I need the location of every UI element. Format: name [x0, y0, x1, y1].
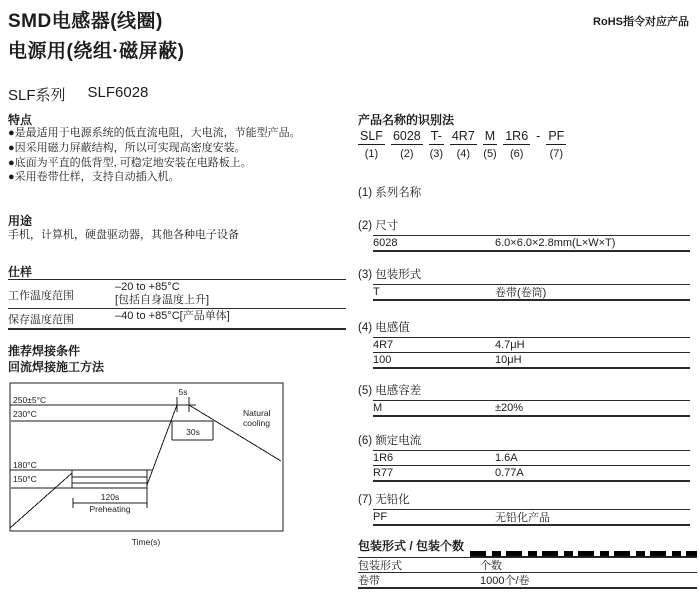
code-cell: 卷带 — [358, 575, 380, 587]
series-name: SLF系列 — [8, 87, 66, 104]
pn-section-title: (7) 无铅化 — [358, 494, 410, 506]
segment-index: (5) — [483, 148, 497, 160]
spec-value — [115, 280, 346, 308]
spec-label: 工作温度范围 — [8, 289, 74, 302]
value-cell: 1.6A — [495, 452, 518, 464]
part-number-segment — [358, 129, 385, 160]
pn-section-table — [373, 509, 690, 526]
pn-section-table — [373, 284, 690, 301]
peak-hold-label: 5s — [178, 387, 188, 397]
table-header-row — [358, 558, 697, 572]
model-name: SLF6028 — [87, 84, 149, 101]
segment-index: (4) — [456, 148, 471, 160]
header-cell: 个数 — [480, 560, 502, 572]
code-cell: 4R7 — [373, 339, 394, 351]
pn-section-title: (6) 额定电流 — [358, 435, 422, 447]
features-list — [8, 126, 301, 185]
pn-section-7 — [358, 491, 698, 526]
table-row — [373, 465, 690, 480]
code-cell: 6028 — [373, 237, 398, 249]
pn-section-title: (5) 电感容差 — [358, 385, 422, 397]
pn-section-5 — [358, 382, 698, 417]
soldering-heading: 推荐焊接条件 — [8, 344, 81, 358]
table-row — [373, 338, 690, 352]
table-row — [373, 510, 690, 524]
temp-150-label: 150°C — [13, 474, 37, 484]
rohs-compliance-label: RoHS指令对应产品 — [593, 16, 689, 28]
table-row — [373, 451, 690, 465]
pn-section-title: (3) 包装形式 — [358, 269, 422, 281]
pn-section-6 — [358, 432, 698, 482]
segment-index: (2) — [400, 148, 414, 160]
features-heading: 特点 — [8, 113, 33, 127]
header-cell: 包装形式 — [358, 560, 402, 572]
table-row — [373, 236, 690, 250]
cooling-label-line2: cooling — [243, 418, 270, 428]
value-cell: 6.0×6.0×2.8mm(L×W×T) — [495, 237, 616, 249]
applications-heading: 用途 — [8, 214, 33, 228]
spec-value-line: –40 to +85°C[产品单体] — [115, 310, 230, 322]
pn-section-table — [373, 235, 690, 252]
pn-section-title: (4) 电感值 — [358, 322, 410, 334]
feature-item: ●底面为平直的低背型, 可稳定地安装在电路板上。 — [8, 156, 252, 169]
cooling-label-line1: Natural — [243, 408, 271, 418]
code-cell: 100 — [373, 354, 392, 366]
segment-code: T- — [430, 129, 442, 143]
segment-code: 1R6 — [505, 129, 529, 143]
table-row — [358, 572, 697, 587]
part-number-segment — [391, 129, 423, 160]
packaging-table — [358, 557, 697, 589]
value-cell: 1000个/卷 — [480, 575, 530, 587]
applications-text: 手机，计算机，硬盘驱动器，其他各种电子设备 — [8, 229, 239, 241]
part-number-segment — [450, 129, 477, 160]
specs-table — [8, 279, 346, 330]
part-number-breakdown — [358, 129, 566, 160]
code-cell: PF — [373, 511, 388, 523]
table-row — [373, 401, 690, 415]
spec-value — [115, 309, 346, 328]
page-title-line2: 电源用(绕组·磁屏蔽) — [8, 41, 185, 62]
value-cell: 卷带(卷筒) — [495, 287, 547, 299]
series-line — [8, 84, 148, 105]
table-row — [373, 285, 690, 299]
value-cell: 4.7μH — [495, 339, 525, 351]
code-cell: R77 — [373, 467, 394, 479]
above-230-label: 30s — [186, 427, 200, 437]
temp-180-label: 180°C — [13, 460, 37, 470]
spec-value-line: –20 to +85°C — [115, 281, 180, 293]
value-cell: 无铅化产品 — [495, 512, 550, 524]
part-number-segment — [429, 129, 444, 160]
part-number-segment — [483, 129, 497, 160]
pn-section-table — [373, 337, 690, 369]
code-cell: 1R6 — [373, 452, 394, 464]
temp-230-label: 230°C — [13, 409, 37, 419]
profile-curve — [10, 405, 281, 528]
feature-item: ●是最适用于电源系统的低直流电阻，大电流，节能型产品。 — [8, 127, 301, 139]
pn-section-3 — [358, 266, 698, 301]
segment-index: (3) — [429, 148, 444, 160]
part-number-separator: - — [536, 129, 541, 143]
part-number-segment — [503, 129, 530, 160]
table-row — [8, 308, 346, 328]
segment-index: (1) — [364, 148, 379, 160]
segment-code: M — [484, 129, 496, 143]
segment-code: 6028 — [392, 129, 421, 143]
segment-index: (6) — [509, 148, 524, 160]
value-cell: 0.77A — [495, 467, 524, 479]
reflow-profile-chart — [8, 380, 292, 550]
segment-code: 4R7 — [451, 129, 475, 143]
specs-heading: 仕样 — [8, 265, 33, 279]
pn-section-table — [373, 400, 690, 417]
pn-section-title: (1) 系列名称 — [358, 187, 422, 199]
temp-250-label: 250±5°C — [13, 395, 47, 405]
spec-value-line: [包括自身温度上升] — [115, 294, 210, 306]
pn-section-4 — [358, 319, 698, 369]
preheating-label: Preheating — [89, 504, 131, 514]
x-axis-label: Time(s) — [131, 537, 161, 547]
feature-item: ●因采用磁力屏蔽结构，所以可实现高密度安装。 — [8, 141, 246, 154]
pn-section-2 — [358, 217, 698, 252]
value-cell: ±20% — [495, 402, 524, 414]
part-numbering-heading: 产品名称的识别法 — [358, 113, 455, 127]
part-number-segment — [546, 129, 566, 160]
segment-index: (7) — [549, 148, 564, 160]
pn-section-1 — [358, 184, 698, 200]
table-row — [373, 352, 690, 367]
spec-label: 保存温度范围 — [8, 314, 74, 326]
page-title-line1: SMD电感器(线圈) — [8, 11, 163, 32]
value-cell: 10μH — [495, 354, 522, 366]
code-cell: T — [373, 286, 380, 298]
table-row — [8, 280, 346, 308]
segment-code: SLF — [360, 129, 383, 143]
feature-item: ●采用卷带仕样，支持自动插入机。 — [8, 171, 180, 184]
pn-section-table — [373, 450, 690, 482]
segment-code: PF — [548, 129, 565, 143]
packaging-heading: 包装形式 / 包装个数 — [358, 539, 465, 553]
preheat-duration-label: 120s — [100, 492, 120, 502]
pn-section-title: (2) 尺寸 — [358, 220, 399, 232]
code-cell: M — [373, 402, 383, 414]
reflow-method-heading: 回流焊接施工方法 — [8, 360, 105, 374]
